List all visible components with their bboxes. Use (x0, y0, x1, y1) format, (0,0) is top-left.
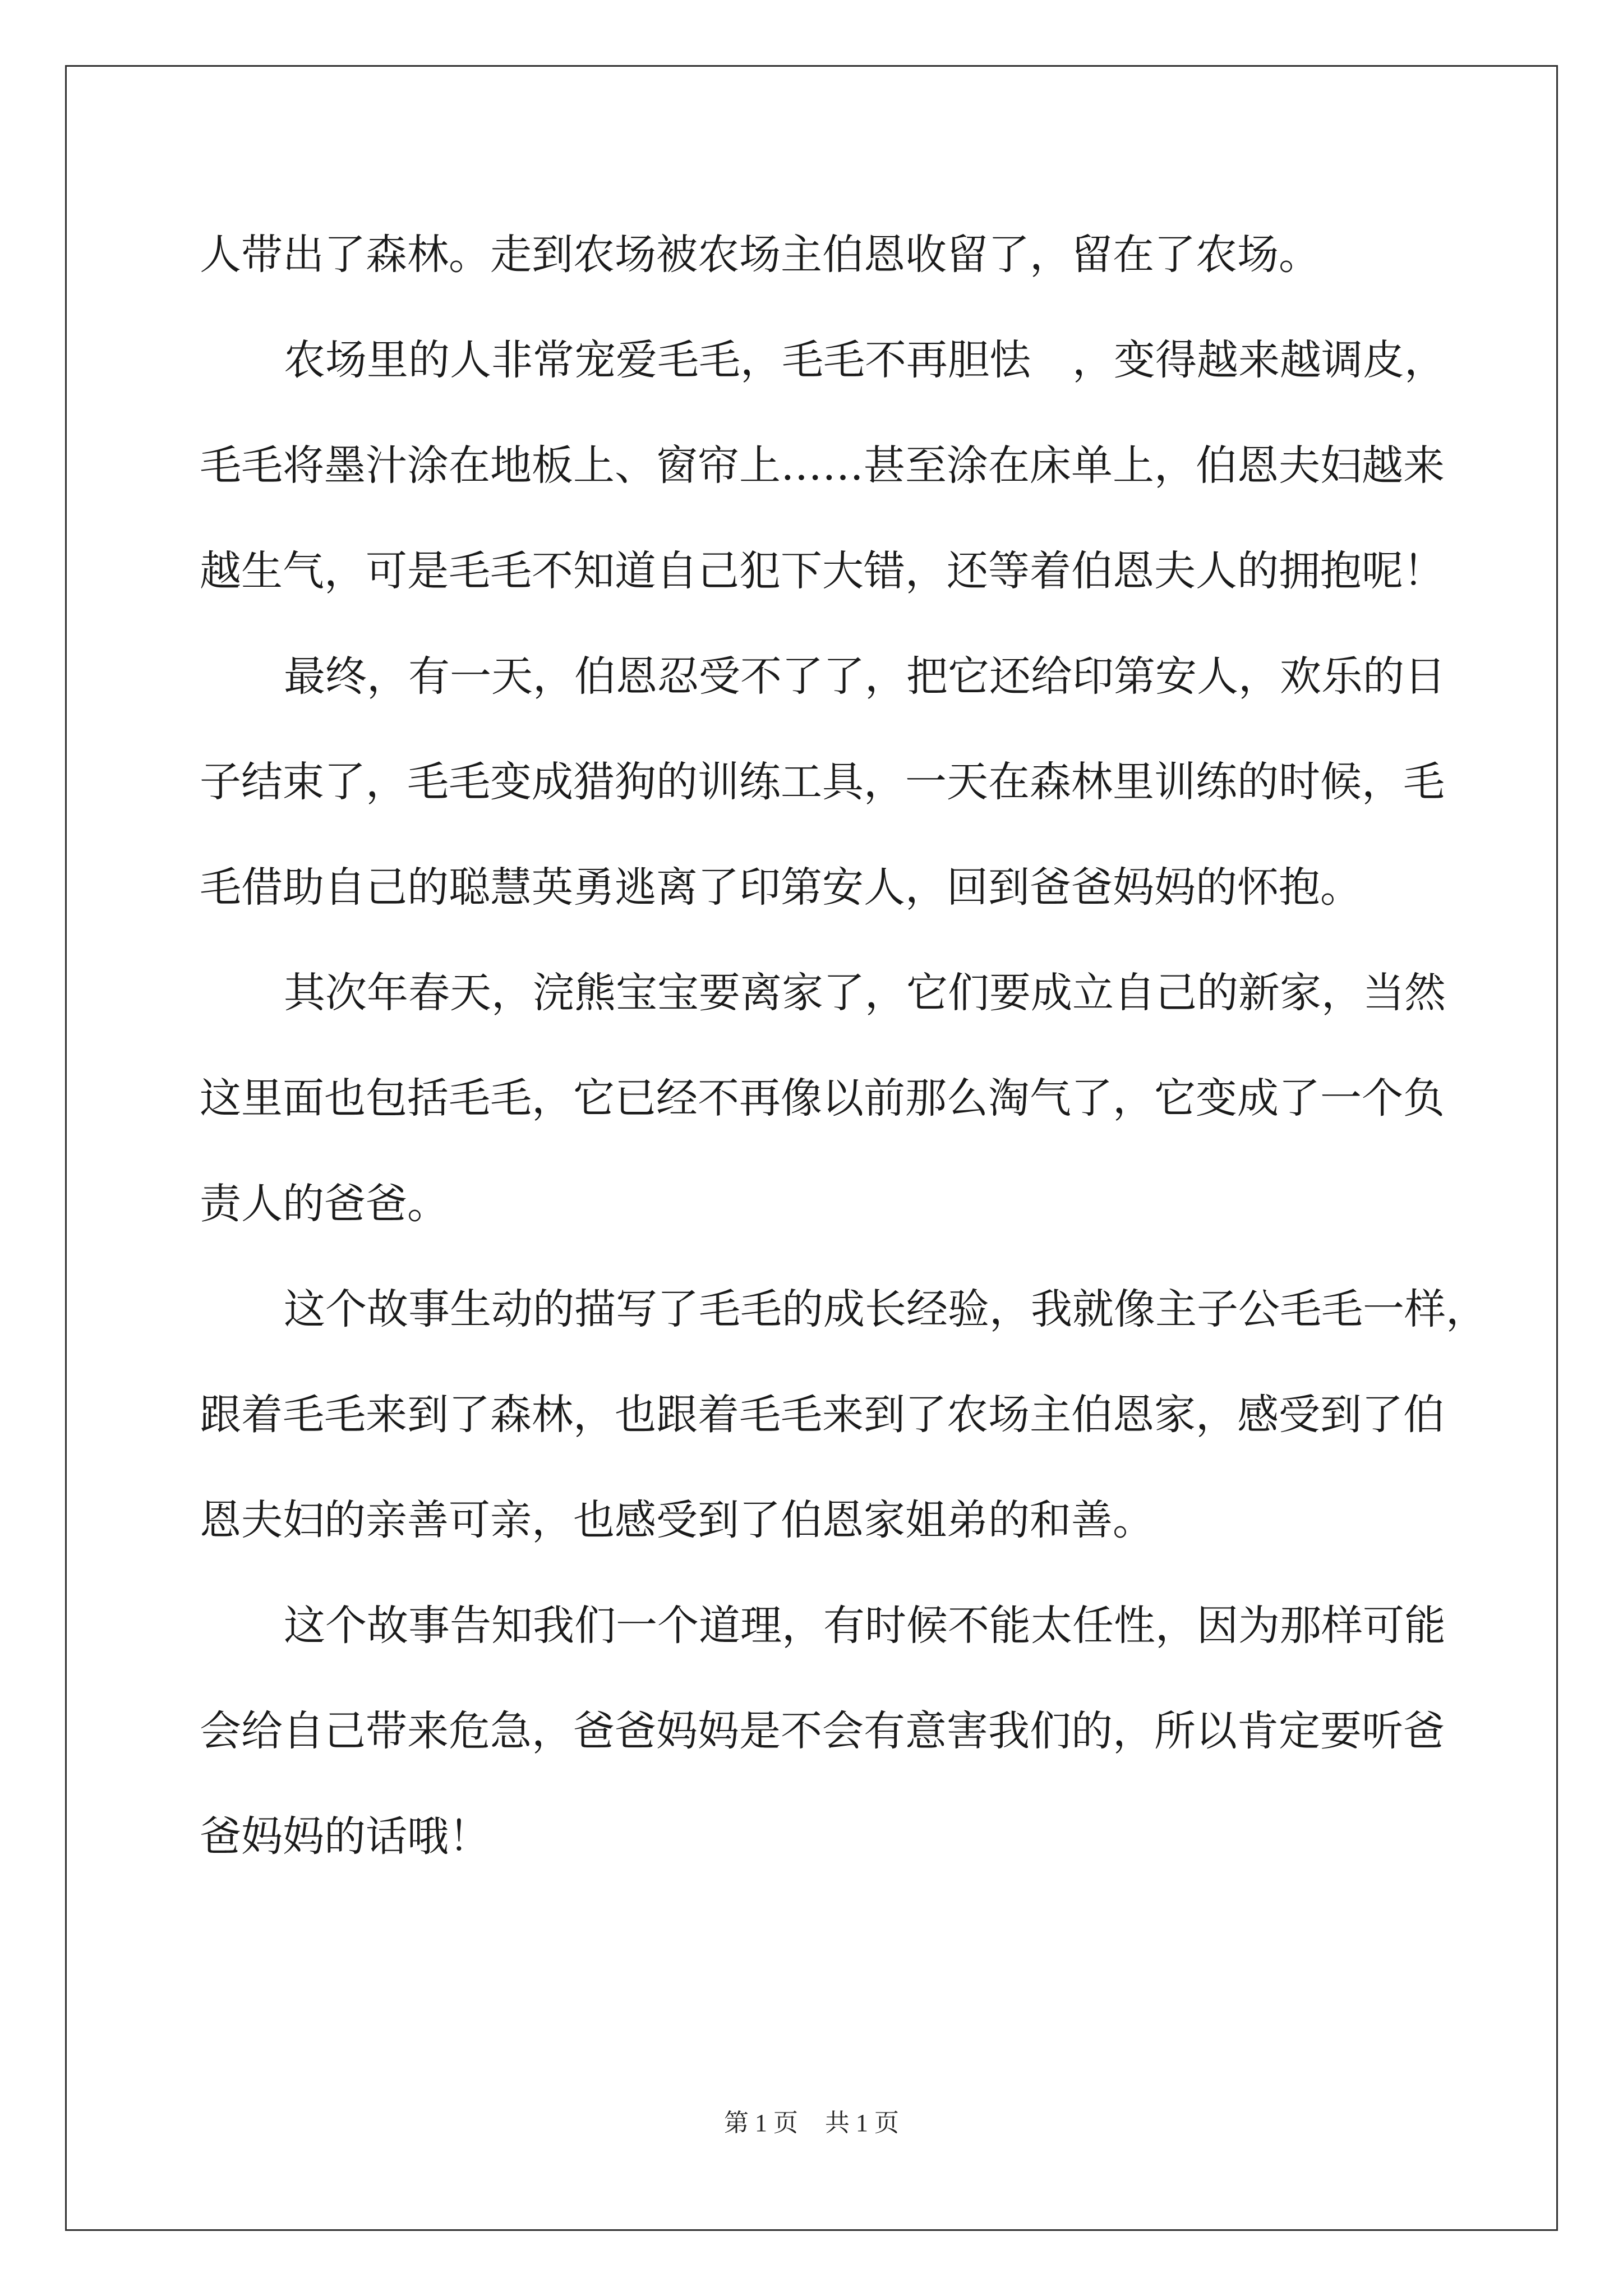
text-line: 爸妈妈的话哦！ (200, 1812, 490, 1861)
text-line: 毛毛将墨汁涂在地板上、窗帘上……甚至涂在床单上，伯恩夫妇越来 (200, 441, 1445, 490)
document-body (200, 202, 1487, 1889)
text-line: 毛借助自己的聪慧英勇逃离了印第安人，回到爸爸妈妈的怀抱。 (200, 863, 1362, 912)
text-line: 这个故事告知我们一个道理，有时候不能太任性，因为那样可能 (284, 1602, 1446, 1650)
text-line: 会给自己带来危急，爸爸妈妈是不会有意害我们的，所以肯定要听爸 (200, 1707, 1445, 1755)
page-total: 共 1 页 (825, 2109, 899, 2137)
page-number: 第 1 页 (724, 2109, 798, 2137)
text-line: 这个故事生动的描写了毛毛的成长经验，我就像主子公毛毛一样， (284, 1285, 1487, 1333)
text-line: 责人的爸爸。 (200, 1180, 449, 1228)
text-line: 农场里的人非常宠爱毛毛，毛毛不再胆怯 ，变得越来越调皮， (284, 336, 1446, 384)
page-footer (0, 2106, 1623, 2140)
text-line: 越生气，可是毛毛不知道自己犯下大错，还等着伯恩夫人的拥抱呢！ (200, 547, 1445, 595)
text-line: 跟着毛毛来到了森林，也跟着毛毛来到了农场主伯恩家，感受到了伯 (200, 1391, 1445, 1439)
text-line: 这里面也包括毛毛，它已经不再像以前那么淘气了，它变成了一个负 (200, 1074, 1445, 1122)
text-line: 子结束了，毛毛变成猎狗的训练工具，一天在森林里训练的时候，毛 (200, 758, 1445, 806)
text-line: 人带出了森林。走到农场被农场主伯恩收留了，留在了农场。 (200, 231, 1320, 279)
text-line: 恩夫妇的亲善可亲，也感受到了伯恩家姐弟的和善。 (200, 1496, 1154, 1544)
text-line: 最终，有一天，伯恩忍受不了了，把它还给印第安人，欢乐的日 (284, 652, 1446, 701)
text-line: 其次年春天，浣熊宝宝要离家了，它们要成立自己的新家，当然 (284, 969, 1446, 1017)
